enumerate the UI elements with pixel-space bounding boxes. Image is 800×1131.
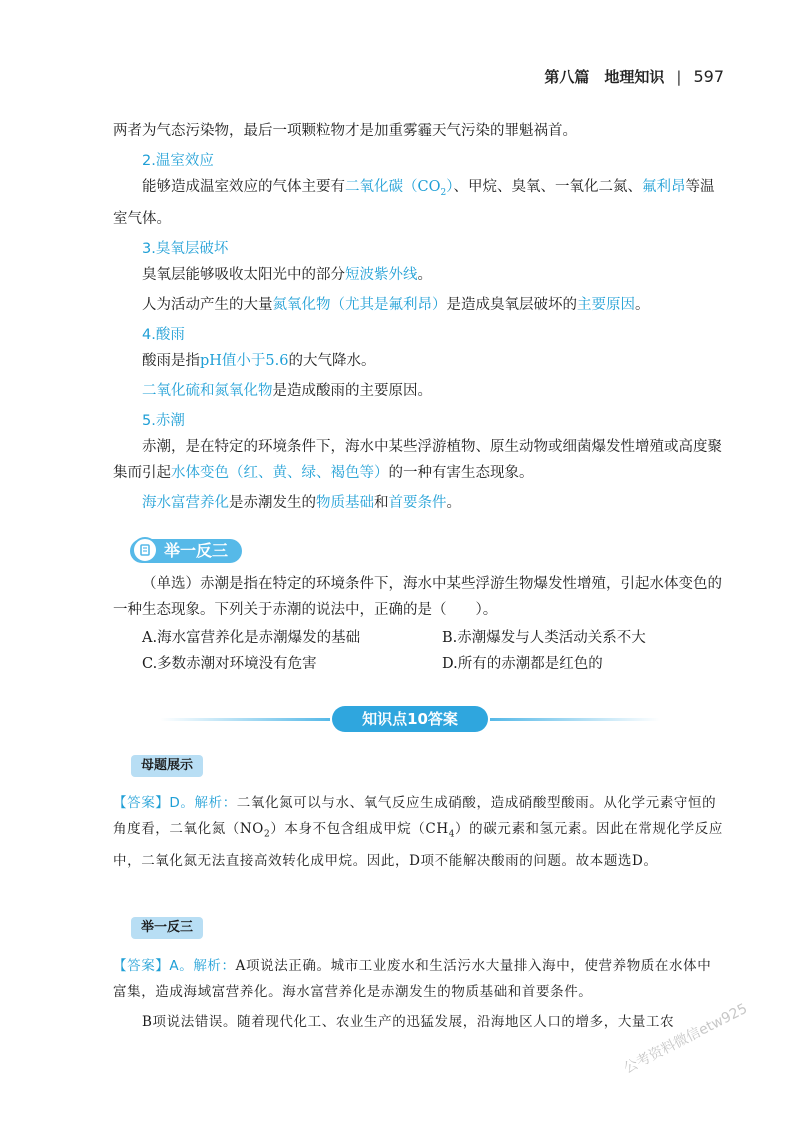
- banner-title: 知识点10答案: [332, 706, 488, 732]
- heading-greenhouse: 2.温室效应: [142, 153, 214, 169]
- text: 。: [446, 494, 461, 511]
- text: 赤潮，是在特定的环境条件下，海水中某些浮游植物、原生动物或细菌爆发性增殖或高度聚集而引起: [113, 438, 722, 481]
- option-c: C.多数赤潮对环境没有危害: [142, 656, 317, 672]
- practice-badge: [130, 539, 242, 563]
- text: 的一种有害生态现象。: [388, 464, 534, 481]
- text: ）本身不包含组成甲烷（CH: [270, 821, 449, 837]
- text: 二氧化氮可以与水、氧气反应生成硝酸，造成硝酸型酸雨。从化学元素守恒的角度看，二氧化氮（NO: [113, 795, 717, 837]
- acid-rain-paragraph-1: [113, 348, 723, 374]
- heading-red-tide: 5.赤潮: [142, 412, 185, 429]
- text: 是赤潮发生的: [229, 494, 316, 511]
- banner-line-left: [160, 718, 330, 721]
- answer-2: [113, 953, 723, 1035]
- answer-2-text: [113, 953, 723, 1005]
- tag-practice: 举一反三: [131, 917, 203, 939]
- text: A项说法正确。城市工业废水和生活污水大量排入海中，使营养物质在水体中富集，造成海域富营养化。海水富营养化是赤潮发生的物质基础和首要条件。: [113, 958, 712, 1000]
- question-text: （单选）赤潮是指在特定的环境条件下，海水中某些浮游生物爆发性增殖，引起水体变色的一种生态现象。下列关于赤潮的说法中，正确的是（ ）。: [113, 576, 722, 618]
- practice-question: [113, 571, 723, 677]
- greenhouse-paragraph: [113, 174, 723, 232]
- answer-1-text: [113, 790, 723, 874]
- tag-mother-question: 母题展示: [131, 755, 203, 777]
- text: 、甲烷、臭氧、一氧化二氮、: [453, 179, 642, 195]
- text: 等温室气体。: [113, 179, 715, 227]
- answer-1: [113, 790, 723, 874]
- text: 。: [635, 296, 650, 313]
- option-a: A.海水富营养化是赤潮爆发的基础: [142, 630, 361, 646]
- text: 的大气降水。: [288, 352, 376, 369]
- text: 能够造成温室效应的气体主要有: [142, 179, 345, 195]
- highlight-so2-nox: 二氧化硫和氮氧化物: [142, 382, 273, 399]
- red-tide-paragraph-1: [113, 434, 723, 486]
- highlight-co2: [345, 179, 454, 198]
- highlight-ph: pH值小于5.6: [200, 352, 289, 369]
- text: 臭氧层能够吸收太阳光中的部分: [142, 266, 345, 283]
- heading-acid-rain: 4.酸雨: [142, 326, 185, 343]
- answer-2-continuation: B项说法错误。随着现代化工、农业生产的迅猛发展，沿海地区人口的增多，大量工农: [142, 1014, 675, 1030]
- header-separator: |: [676, 67, 682, 86]
- highlight-water-color: 水体变色（红、黄、绿、褐色等）: [171, 464, 389, 481]
- intro-line: 两者为气态污染物，最后一项颗粒物才是加重雾霾天气污染的罪魁祸首。: [113, 123, 577, 139]
- highlight-primary-condition: 首要条件: [388, 494, 447, 511]
- ozone-paragraph-2: [113, 292, 723, 318]
- text: ）的碳元素和氢元素。因此在常规化学反应中，二氧化氮无法直接高效转化成甲烷。因此，D项不能解决酸雨的问题。故本题选D。: [113, 821, 723, 869]
- answer-banner: [160, 702, 660, 736]
- text: 人为活动产生的大量: [142, 296, 273, 313]
- subscript: 2: [440, 187, 447, 198]
- text: 和: [374, 494, 389, 511]
- highlight-main-cause: 主要原因: [577, 296, 635, 313]
- text: 是造成酸雨的主要原因。: [272, 382, 432, 399]
- ozone-paragraph-1: [113, 262, 723, 288]
- option-b: B.赤潮爆发与人类活动关系不大: [442, 630, 646, 646]
- text: 。: [417, 266, 432, 283]
- highlight-freon: 氟利昂: [641, 179, 686, 195]
- badge-label: 举一反三: [164, 541, 229, 560]
- highlight-eutrophication: 海水富营养化: [142, 494, 229, 511]
- options-grid: [113, 625, 723, 677]
- text: ）: [446, 179, 454, 195]
- page-number: 597: [693, 67, 724, 86]
- option-d: D.所有的赤潮都是红色的: [442, 656, 603, 672]
- heading-ozone: 3.臭氧层破坏: [142, 240, 229, 257]
- watermark: 公考资料微信etw925: [621, 1000, 751, 1077]
- page-header: [544, 66, 724, 87]
- highlight-nox: 氮氧化物（尤其是氟利昂）: [272, 296, 447, 313]
- answer-key: 【答案】D。解析：: [113, 795, 237, 811]
- section-title: 第八篇 地理知识: [544, 68, 665, 86]
- banner-line-right: [490, 718, 660, 721]
- subscript: 4: [448, 829, 456, 840]
- answer-key: 【答案】A。解析：: [113, 958, 236, 974]
- text: 二氧化碳（CO: [345, 179, 441, 195]
- text: 酸雨是指: [142, 352, 200, 369]
- red-tide-paragraph-2: [113, 490, 723, 516]
- highlight-material-basis: 物质基础: [316, 494, 374, 511]
- highlight-uv: 短波紫外线: [345, 266, 418, 283]
- notebook-icon: [132, 537, 158, 563]
- subscript: 2: [263, 829, 271, 840]
- acid-rain-paragraph-2: [113, 378, 723, 404]
- text: 是造成臭氧层破坏的: [446, 296, 577, 313]
- main-text: [113, 118, 723, 516]
